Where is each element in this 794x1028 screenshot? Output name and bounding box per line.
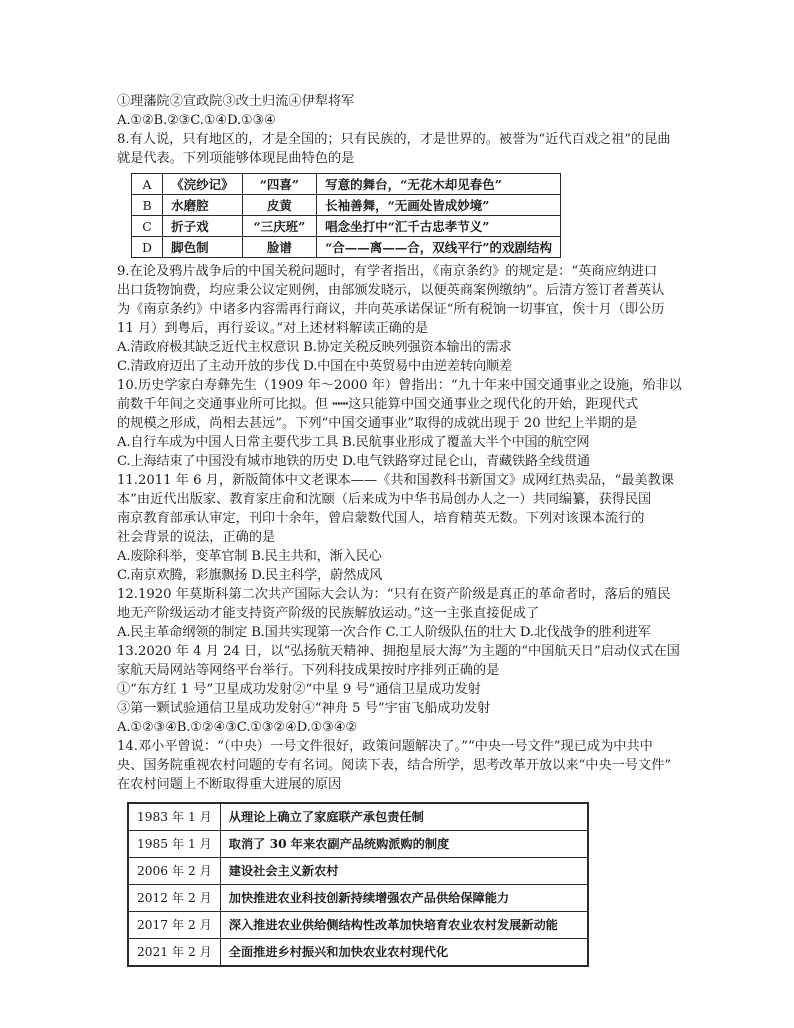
- table-row: [128, 912, 588, 939]
- answer-options: A.①②③④B.①②④③C.①③②④D.①③④②: [117, 720, 358, 735]
- table-cell-content: 深入推进农业供给侧结构性改革加快培育农业农村发展新动能: [220, 912, 588, 939]
- table-cell: B: [132, 195, 163, 216]
- text-line: 出口货物饷费，均应秉公议定则例，由部颁发晓示，以便英商案例缴纳”。后清方签订者耆英认: [117, 283, 665, 298]
- table-cell: 长袖善舞，“无画处皆成妙境”: [317, 195, 561, 216]
- text-line: 在农村问题上不断取得重大进展的原因: [117, 777, 342, 792]
- question-text-top: [117, 92, 683, 168]
- table-cell: 折子戏: [163, 216, 243, 237]
- table-cell-date: 2012 年 2 月: [128, 885, 220, 912]
- text-line: 前数千年间之交通事业所可比拟。但 ┅┅这只能算中国交通事业之现代化的开始，距现代式: [117, 397, 639, 412]
- table-cell-content: 加快推进农业科技创新持续增强农产品供给保障能力: [220, 885, 588, 912]
- table-cell-content: 建设社会主义新农村: [220, 858, 588, 885]
- table-cell-date: 2006 年 2 月: [128, 858, 220, 885]
- answer-options: A.①②B.②③C.①④D.①③④: [117, 113, 276, 128]
- table-cell: “合——离——合，双线平行”的戏剧结构: [317, 237, 561, 258]
- text-line: 8.有人说，只有地区的，才是全国的；只有民族的，才是世界的。被誉为“近代百戏之祖”的昆曲: [117, 132, 671, 147]
- table-row: [132, 237, 561, 258]
- table-cell: 脚色制: [163, 237, 243, 258]
- text-line: 就是代表。下列项能够体现昆曲特色的是: [117, 151, 355, 166]
- q14-policy-table: [127, 802, 589, 967]
- table-cell: A: [132, 174, 163, 195]
- page-content: [117, 92, 683, 967]
- text-line: 12.1920 年莫斯科第二次共产国际大会认为：“只有在资产阶级是真正的革命者时，落后的殖民: [117, 587, 671, 602]
- text-line: 11 月）到粤后，再行妥议。”对上述材料解读正确的是: [117, 321, 429, 336]
- table-cell: “三庆班”: [242, 216, 316, 237]
- text-line: 11.2011 年 6 月，新版简体中文老课本——《共和国教科书新国文》成网红热卖品，“最美教课: [117, 473, 674, 488]
- answer-options: A.清政府极其缺乏近代主权意识 B.协定关税反映列强资本输出的需求: [117, 340, 512, 355]
- table-cell: 写意的舞台，“无花木却见春色”: [317, 174, 561, 195]
- text-line: 家航天局网站等网络平台举行。下列科技成果按时序排列正确的是: [117, 663, 500, 678]
- table-cell-date: 2017 年 2 月: [128, 912, 220, 939]
- table-cell: C: [132, 216, 163, 237]
- answer-options: C.南京欢腾，彩旗飘扬 D.民主科学，蔚然成风: [117, 568, 383, 583]
- question-text-main: [117, 262, 683, 794]
- table-cell-date: 1985 年 1 月: [128, 831, 220, 858]
- table-cell: 唱念坐打中“汇千古忠孝节义”: [317, 216, 561, 237]
- text-line: ③第一颗试验通信卫星成功发射④“神舟 5 号”宇宙飞船成功发射: [117, 701, 491, 716]
- table-row: [132, 174, 561, 195]
- answer-options: A.民主革命纲领的制定 B.国共实现第一次合作 C.工人阶级队伍的壮大 D.北伐战争的胜利进军: [117, 625, 651, 640]
- text-line: 10.历史学家白寿彝先生（1909 年～2000 年）曾指出：“九十年来中国交通事业之设施，殆非以: [117, 378, 682, 393]
- table-cell: D: [132, 237, 163, 258]
- text-line: 本”由近代出版家、教育家庄俞和沈颐（后来成为中华书局创办人之一）共同编纂，获得民国: [117, 492, 652, 507]
- table-cell: 脸谱: [242, 237, 316, 258]
- q8-options-table: [131, 173, 561, 258]
- answer-options: C.上海结束了中国没有城市地铁的历史 D.电气铁路穿过昆仑山，青藏铁路全线贯通: [117, 454, 590, 469]
- table-cell-content: 取消了 30 年来农副产品统购派购的制度: [220, 831, 588, 858]
- text-line: ①理藩院②宣政院③改土归流④伊犁将军: [117, 94, 355, 109]
- answer-options: C.清政府迈出了主动开放的步伐 D.中国在中英贸易中由逆差转向顺差: [117, 359, 512, 374]
- text-line: 南京教育部承认审定，刊印十余年，曾启蒙数代国人，培育精英无数。下列对该课本流行的: [117, 511, 645, 526]
- table-cell-date: 1983 年 1 月: [128, 803, 220, 831]
- text-line: 9.在论及鸦片战争后的中国关税问题时，有学者指出，《南京条约》的规定是：“英商应纳进口: [117, 264, 658, 279]
- table-row: [132, 195, 561, 216]
- table-row: [128, 803, 588, 831]
- table-row: [128, 885, 588, 912]
- text-line: 社会背景的说法，正确的是: [117, 530, 276, 545]
- text-line: ①“东方红 1 号”卫星成功发射②“中星 9 号”通信卫星成功发射: [117, 682, 481, 697]
- table-cell: “四喜”: [242, 174, 316, 195]
- table-cell: 水磨腔: [163, 195, 243, 216]
- table-cell: 皮黄: [242, 195, 316, 216]
- table-cell-content: 从理论上确立了家庭联产承包责任制: [220, 803, 588, 831]
- text-line: 13.2020 年 4 月 24 日，以“弘扬航天精神、拥抱星辰大海”为主题的“中国航天日”启动仪式在国: [117, 644, 680, 659]
- text-line: 14.邓小平曾说：“（中央）一号文件很好，政策问题解决了。”“中央一号文件”现已成为中共中: [117, 739, 653, 754]
- table-row: [132, 216, 561, 237]
- table-row: [128, 939, 588, 967]
- answer-options: A.自行车成为中国人日常主要代步工具 B.民航事业形成了覆盖大半个中国的航空网: [117, 435, 590, 450]
- table-cell-content: 全面推进乡村振兴和加快农业农村现代化: [220, 939, 588, 967]
- table-row: [128, 831, 588, 858]
- text-line: 为《南京条约》中诸多内容需再行商议，并向英承诺保证“所有税饷一切事宜，俟十月（即公历: [117, 302, 665, 317]
- table-cell: 《浣纱记》: [163, 174, 243, 195]
- table-cell-date: 2021 年 2 月: [128, 939, 220, 967]
- text-line: 地无产阶级运动才能支持资产阶级的民族解放运动。”这一主张直接促成了: [117, 606, 540, 621]
- table-row: [128, 858, 588, 885]
- answer-options: A.废除科举，变革官制 B.民主共和，渐入民心: [117, 549, 382, 564]
- text-line: 的规模之形成，尚相去甚远”。下列“中国交通事业”取得的成就出现于 20 世纪上半期的是: [117, 416, 638, 431]
- text-line: 央、国务院重视农村问题的专有名词。阅读下表，结合所学，思考改革开放以来“中央一号文件”: [117, 758, 672, 773]
